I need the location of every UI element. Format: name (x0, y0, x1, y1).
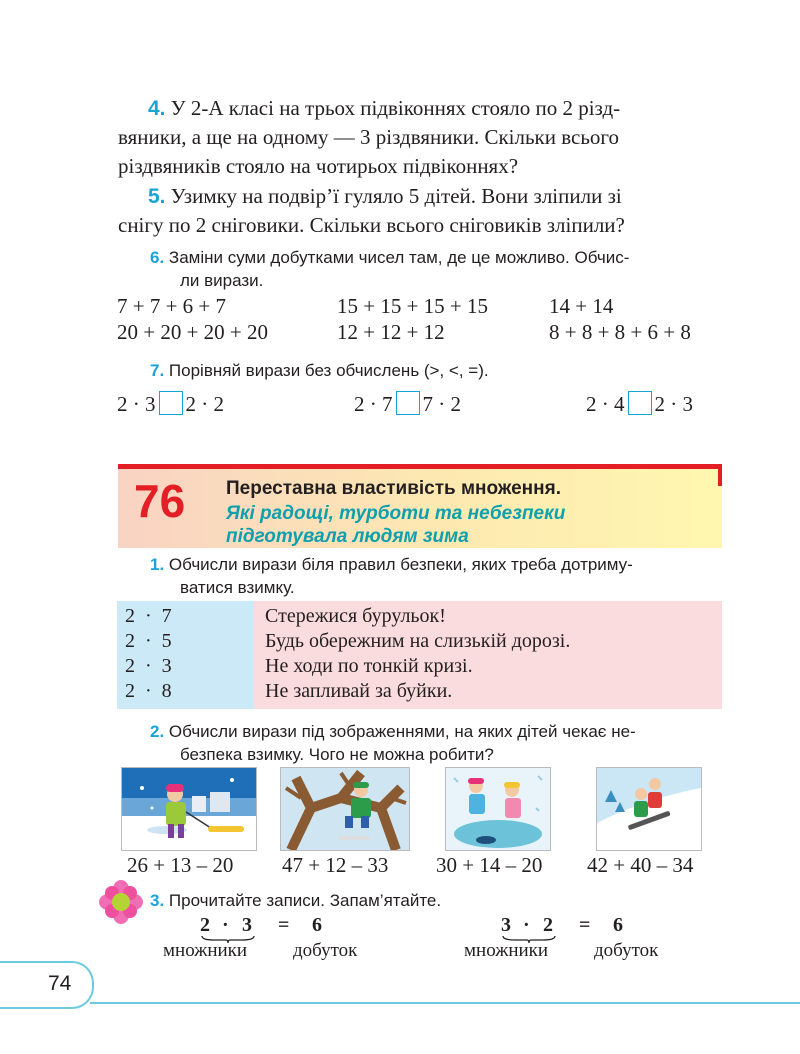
task-number: 3. (150, 891, 165, 910)
lesson-number: 76 (134, 475, 186, 527)
page-number: 74 (48, 972, 72, 995)
expr: 8 + 8 + 8 + 6 + 8 (549, 320, 691, 344)
table-expr: 2 · 7 (125, 605, 172, 627)
table-rule: Стережися бурульок! (265, 605, 446, 627)
answer-box[interactable] (159, 391, 183, 415)
expr: 7 + 7 + 6 + 7 (117, 294, 227, 318)
picture-sledding-road (121, 767, 257, 851)
picture-expr: 30 + 14 – 20 (436, 853, 543, 877)
task-number: 5. (148, 185, 166, 208)
picture-expr: 47 + 12 – 33 (282, 853, 389, 877)
picture-tree-climbing (280, 767, 410, 851)
lesson-subtitle: Які радощі, турботи та небезпеки підготувала людям зима (226, 503, 566, 547)
picture-thin-ice (445, 767, 551, 851)
task-number: 1. (150, 555, 165, 574)
table-rule: Не ходи по тонкій кризі. (265, 655, 473, 677)
safety-rules-table (117, 601, 722, 709)
task-5: 5. Узимку на подвір’ї гуляло 5 дітей. Вони зліпили зі снігу по 2 сніговики. Скільки всього сніговиків зліпили? (118, 184, 625, 237)
expr: 14 + 14 (549, 294, 614, 318)
table-expr: 2 · 8 (125, 680, 172, 702)
task-number: 7. (150, 361, 165, 380)
task-3: 3. Прочитайте записи. Запам’ятайте. (150, 891, 442, 910)
task-number: 2. (150, 722, 165, 741)
task-2: 2. Обчисли вирази під зображеннями, на яких дітей чекає не- безпека взимку. Чого не можна робити? (150, 722, 636, 764)
table-rule: Будь обережним на слизькій дорозі. (265, 630, 571, 652)
expr: 20 + 20 + 20 + 20 (117, 320, 269, 344)
task-number: 4. (148, 97, 166, 120)
expr: 15 + 15 + 15 + 15 (337, 294, 489, 318)
equation-2: 3 · 2 = 6 множники добуток (464, 914, 659, 961)
task-7: 7. Порівняй вирази без обчислень (>, <, =). (150, 361, 489, 380)
compare-pair: 2 · 3 2 · 2 (117, 392, 224, 416)
compare-pair: 2 · 4 2 · 3 (586, 392, 693, 416)
table-rule: Не запливай за буйки. (265, 680, 453, 702)
picture-expr: 26 + 13 – 20 (127, 853, 234, 877)
table-expr: 2 · 5 (125, 630, 172, 652)
flower-icon (98, 879, 144, 925)
task-6: 6. Заміни суми добутками чисел там, де це можливо. Обчис- ли вирази. (150, 248, 630, 290)
lesson-header (118, 464, 722, 548)
page-number-box (0, 961, 94, 1009)
answer-box[interactable] (628, 391, 652, 415)
task-4: 4. У 2-А класі на трьох підвіконнях стояло по 2 різд- вяники, а ще на одному — 3 різдвяники. Скільки всього різдвяників стояло на чотирьох підвіконнях? (118, 96, 621, 178)
lesson-title: Переставна властивість множення. (226, 478, 561, 499)
task-1: 1. Обчисли вирази біля правил безпеки, яких треба дотриму- ватися взимку. (150, 555, 633, 597)
picture-expr: 42 + 40 – 34 (587, 853, 694, 877)
table-expr: 2 · 3 (125, 655, 172, 677)
compare-pair: 2 · 7 7 · 2 (354, 392, 461, 416)
task-number: 6. (150, 248, 165, 267)
footer-line (90, 1002, 800, 1004)
equation-1: 2 · 3 = 6 множники добуток (163, 914, 358, 961)
picture-sled-hill (596, 767, 702, 851)
answer-box[interactable] (396, 391, 420, 415)
expr: 12 + 12 + 12 (337, 320, 445, 344)
